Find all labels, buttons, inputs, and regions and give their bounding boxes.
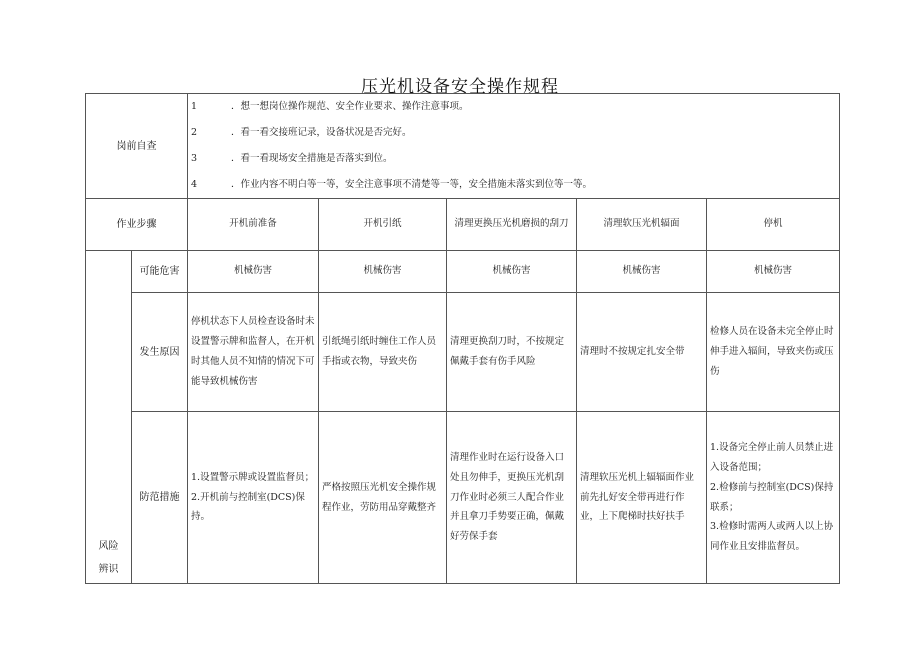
cause-cell: 引纸绳引纸时缠住工作人员手指或衣物，导致夹伤 (319, 293, 447, 412)
step-cell: 开机前准备 (188, 199, 319, 251)
measures-label: 防范措施 (132, 412, 188, 584)
cause-cell: 停机状态下人员检查设备时未设置警示牌和监督人，在开机时其他人员不知情的情况下可能导致机械伤害 (188, 293, 319, 412)
measures-cell: 严格按照压光机安全操作规程作业，劳防用品穿戴整齐 (319, 412, 447, 584)
hazard-cell: 机械伤害 (188, 251, 319, 293)
measures-cell: 1.设置警示牌或设置监督员； 2.开机前与控制室(DCS)保持。 (188, 412, 319, 584)
step-cell: 开机引纸 (319, 199, 447, 251)
measures-row (86, 412, 840, 584)
hazard-cell: 机械伤害 (447, 251, 577, 293)
precheck-item: 3 ．看一看现场安全措施是否落实到位。 (191, 152, 393, 164)
precheck-item: 4 ．作业内容不明白等一等，安全注意事项不清楚等一等，安全措施未落实到位等一等。 (191, 178, 593, 190)
steps-row (86, 199, 840, 251)
precheck-item: 2 ．看一看交接班记录，设备状况是否完好。 (191, 126, 412, 138)
risk-label: 风险辨识 (86, 251, 132, 584)
step-cell: 停机 (707, 199, 840, 251)
precheck-item: 1 ．想一想岗位操作规范、安全作业要求、操作注意事项。 (191, 100, 469, 112)
measures-cell: 清理软压光机上辐辐面作业前先扎好安全带再进行作业，上下爬梯时扶好扶手 (577, 412, 707, 584)
step-cell: 清理软压光机辐面 (577, 199, 707, 251)
precheck-items (188, 94, 840, 199)
document-title: 压光机设备安全操作规程 (361, 77, 559, 97)
cause-cell: 清理更换刮刀时，不按规定佩戴手套有伤手风险 (447, 293, 577, 412)
measures-cell: 1.设备完全停止前人员禁止进入设备范围； 2.检修前与控制室(DCS)保持联系； 3.检修时需两人或两人以上协同作业且安排监督员。 (707, 412, 840, 584)
precheck-label: 岗前自查 (86, 94, 188, 199)
hazard-cell: 机械伤害 (577, 251, 707, 293)
cause-row (86, 293, 840, 412)
measures-cell: 清理作业时在运行设备入口处且勿伸手，更换压光机刮刀作业时必须三人配合作业并且拿刀手势要正确，佩戴好劳保手套 (447, 412, 577, 584)
cause-label: 发生原因 (132, 293, 188, 412)
step-cell: 清理更换压光机磨损的刮刀 (447, 199, 577, 251)
steps-label: 作业步骤 (86, 199, 188, 251)
cause-cell: 检修人员在设备未完全停止时伸手进入辐间，导致夹伤或压伤 (707, 293, 840, 412)
precheck-row (86, 94, 840, 199)
hazard-cell: 机械伤害 (319, 251, 447, 293)
hazard-label: 可能危害 (132, 251, 188, 293)
cause-cell: 清理时不按规定扎安全带 (577, 293, 707, 412)
hazard-cell: 机械伤害 (707, 251, 840, 293)
hazard-row (86, 251, 840, 293)
procedure-table (85, 93, 840, 584)
